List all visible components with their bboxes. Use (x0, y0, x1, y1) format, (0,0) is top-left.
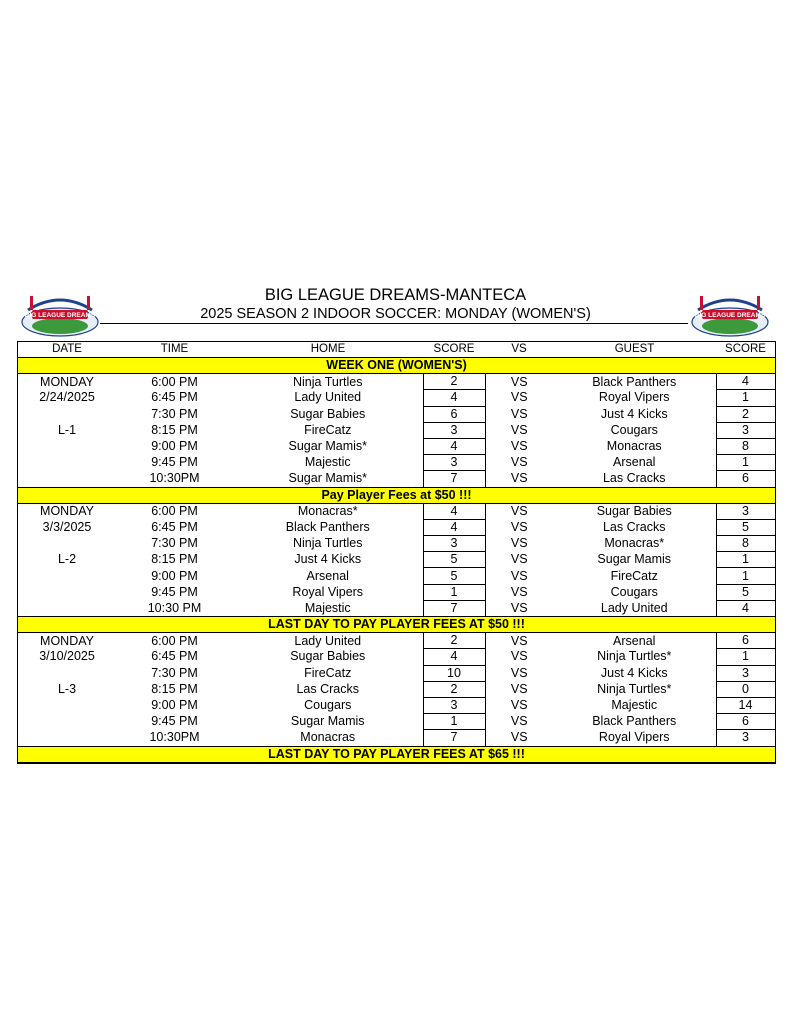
col-guest: GUEST (614, 343, 655, 355)
vs-label: VS (510, 439, 528, 454)
vs-label: VS (510, 504, 528, 519)
vs-label: VS (510, 698, 528, 713)
game-date (18, 584, 116, 600)
banner-text: Pay Player Fees at $50 !!! (18, 487, 775, 503)
guest-team: Black Panthers (592, 714, 677, 729)
game-time: 7:30 PM (151, 665, 198, 680)
game-time: 10:30 PM (147, 600, 202, 615)
guest-score: 1 (716, 455, 775, 471)
home-team: Sugar Mamis* (288, 439, 367, 454)
column-header-row (18, 342, 775, 358)
game-row (18, 422, 775, 438)
guest-score: 4 (716, 374, 775, 390)
vs-label: VS (510, 633, 528, 648)
game-time: 9:00 PM (151, 568, 198, 583)
game-row (18, 519, 775, 535)
home-team: Just 4 Kicks (294, 552, 362, 567)
home-score: 4 (423, 390, 485, 406)
col-home: HOME (310, 343, 346, 355)
game-time: 6:45 PM (151, 519, 198, 534)
game-row (18, 665, 775, 681)
banner-text: LAST DAY TO PAY PLAYER FEES AT $50 !!! (18, 617, 775, 633)
game-date: L-2 (57, 552, 77, 567)
vs-label: VS (510, 714, 528, 729)
home-team: Majestic (304, 600, 351, 615)
home-score: 3 (423, 422, 485, 438)
game-row (18, 552, 775, 568)
game-date (18, 455, 116, 471)
home-score: 4 (423, 438, 485, 454)
vs-label: VS (510, 536, 528, 551)
vs-label: VS (510, 552, 528, 567)
guest-team: Just 4 Kicks (600, 406, 668, 421)
home-team: Las Cracks (296, 681, 360, 696)
game-time: 6:45 PM (151, 649, 198, 664)
vs-label: VS (510, 455, 528, 470)
game-row (18, 730, 775, 746)
game-date: MONDAY (40, 374, 94, 389)
guest-score: 3 (716, 730, 775, 746)
guest-team: Ninja Turtles* (597, 681, 672, 696)
home-score: 1 (423, 584, 485, 600)
guest-team: Lady United (600, 600, 668, 615)
title-underline (100, 323, 688, 324)
game-date (18, 730, 116, 746)
game-time: 6:45 PM (151, 390, 198, 405)
home-score: 3 (423, 455, 485, 471)
guest-score: 1 (716, 552, 775, 568)
home-team: Sugar Babies (290, 649, 366, 664)
game-date (18, 438, 116, 454)
guest-team: Cougars (610, 422, 658, 437)
home-team: Lady United (294, 633, 362, 648)
guest-score: 5 (716, 584, 775, 600)
vs-label: VS (510, 681, 528, 696)
home-team: Ninja Turtles (293, 536, 363, 551)
home-score: 2 (423, 681, 485, 697)
game-date: L-3 (57, 681, 77, 696)
svg-text:BIG LEAGUE DREAMS: BIG LEAGUE DREAMS (24, 312, 96, 319)
game-row (18, 649, 775, 665)
schedule-body (18, 342, 775, 762)
guest-score: 5 (716, 519, 775, 535)
schedule-table (18, 342, 776, 763)
game-time: 8:15 PM (151, 422, 198, 437)
col-home-score: SCORE (433, 343, 475, 355)
game-date (18, 471, 116, 487)
game-date: 2/24/2025 (39, 390, 95, 405)
guest-team: Ninja Turtles* (597, 649, 672, 664)
game-time: 9:00 PM (151, 439, 198, 454)
home-team: Sugar Babies (290, 406, 366, 421)
home-score: 4 (423, 519, 485, 535)
game-time: 10:30PM (149, 471, 200, 486)
guest-score: 1 (716, 390, 775, 406)
game-row (18, 681, 775, 697)
game-time: 9:45 PM (151, 714, 198, 729)
game-date (18, 665, 116, 681)
guest-team: Monacras (606, 439, 662, 454)
guest-team: FireCatz (610, 568, 658, 583)
home-team: FireCatz (304, 665, 352, 680)
home-score: 3 (423, 697, 485, 713)
guest-team: Just 4 Kicks (600, 665, 668, 680)
game-row (18, 374, 775, 390)
game-time: 10:30PM (149, 730, 200, 745)
home-score: 2 (423, 633, 485, 649)
game-time: 8:15 PM (151, 552, 198, 567)
guest-score: 6 (716, 471, 775, 487)
vs-label: VS (510, 374, 528, 389)
home-team: Arsenal (306, 568, 349, 583)
game-time: 6:00 PM (151, 504, 198, 519)
game-date: L-1 (57, 422, 77, 437)
vs-label: VS (510, 390, 528, 405)
game-date (18, 536, 116, 552)
guest-team: Las Cracks (602, 519, 666, 534)
vs-label: VS (510, 471, 528, 486)
guest-score: 2 (716, 406, 775, 422)
guest-team: Royal Vipers (598, 390, 670, 405)
home-team: Royal Vipers (292, 584, 364, 599)
home-team: Cougars (304, 698, 352, 713)
home-team: Black Panthers (285, 519, 370, 534)
col-date: DATE (52, 343, 82, 355)
home-score: 1 (423, 714, 485, 730)
guest-score: 6 (716, 714, 775, 730)
home-score: 2 (423, 374, 485, 390)
guest-score: 3 (716, 665, 775, 681)
guest-score: 0 (716, 681, 775, 697)
home-score: 3 (423, 536, 485, 552)
game-time: 7:30 PM (151, 536, 198, 551)
guest-team: Royal Vipers (598, 730, 670, 745)
footer-banner (18, 746, 775, 762)
schedule-table-frame (17, 341, 776, 764)
week-banner (18, 487, 775, 503)
svg-text:BIG LEAGUE DREAMS: BIG LEAGUE DREAMS (694, 312, 766, 319)
big-league-dreams-logo-right (690, 288, 770, 338)
home-team: Lady United (294, 390, 362, 405)
game-row (18, 633, 775, 649)
game-time: 6:00 PM (151, 374, 198, 389)
game-date: 3/3/2025 (42, 519, 92, 534)
home-score: 5 (423, 552, 485, 568)
vs-label: VS (510, 730, 528, 745)
game-row (18, 390, 775, 406)
home-team: Sugar Mamis (290, 714, 365, 729)
page-title: BIG LEAGUE DREAMS-MANTECA (264, 286, 527, 304)
home-score: 7 (423, 600, 485, 616)
guest-score: 14 (716, 697, 775, 713)
home-score: 10 (423, 665, 485, 681)
guest-team: Monacras* (604, 536, 665, 551)
game-row (18, 697, 775, 713)
game-date (18, 714, 116, 730)
home-team: Majestic (304, 455, 351, 470)
home-score: 4 (423, 503, 485, 519)
game-row (18, 600, 775, 616)
col-vs: VS (511, 343, 527, 355)
guest-team: Majestic (611, 698, 658, 713)
game-date (18, 406, 116, 422)
banner-text: WEEK ONE (WOMEN'S) (18, 358, 775, 374)
guest-score: 8 (716, 536, 775, 552)
home-score: 6 (423, 406, 485, 422)
game-date (18, 568, 116, 584)
col-guest-score: SCORE (725, 343, 766, 355)
guest-score: 8 (716, 438, 775, 454)
home-team: FireCatz (304, 422, 352, 437)
guest-score: 1 (716, 649, 775, 665)
game-time: 9:00 PM (151, 698, 198, 713)
game-row (18, 406, 775, 422)
game-date: MONDAY (40, 504, 94, 519)
vs-label: VS (510, 600, 528, 615)
home-team: Monacras* (297, 504, 358, 519)
home-score: 7 (423, 471, 485, 487)
guest-score: 4 (716, 600, 775, 616)
guest-score: 3 (716, 422, 775, 438)
guest-score: 6 (716, 633, 775, 649)
guest-team: Sugar Mamis (597, 552, 672, 567)
vs-label: VS (510, 584, 528, 599)
vs-label: VS (510, 422, 528, 437)
guest-team: Arsenal (613, 633, 656, 648)
home-team: Ninja Turtles (293, 374, 363, 389)
week-banner (18, 617, 775, 633)
guest-team: Las Cracks (602, 471, 666, 486)
guest-score: 3 (716, 503, 775, 519)
game-time: 6:00 PM (151, 633, 198, 648)
game-date (18, 600, 116, 616)
game-date: MONDAY (40, 633, 94, 648)
vs-label: VS (510, 406, 528, 421)
guest-team: Sugar Babies (596, 504, 672, 519)
home-team: Sugar Mamis* (288, 471, 367, 486)
game-time: 7:30 PM (151, 406, 198, 421)
game-date (18, 697, 116, 713)
home-score: 4 (423, 649, 485, 665)
game-time: 9:45 PM (151, 455, 198, 470)
home-score: 5 (423, 568, 485, 584)
vs-label: VS (510, 665, 528, 680)
game-row (18, 536, 775, 552)
game-time: 9:45 PM (151, 584, 198, 599)
home-score: 7 (423, 730, 485, 746)
vs-label: VS (510, 568, 528, 583)
game-row (18, 471, 775, 487)
game-row (18, 438, 775, 454)
game-row (18, 455, 775, 471)
week-banner (18, 358, 775, 374)
col-time: TIME (160, 343, 189, 355)
banner-text: LAST DAY TO PAY PLAYER FEES AT $65 !!! (18, 746, 775, 762)
game-row (18, 503, 775, 519)
game-row (18, 714, 775, 730)
schedule-header (0, 282, 791, 342)
vs-label: VS (510, 649, 528, 664)
game-row (18, 568, 775, 584)
page-subtitle: 2025 SEASON 2 INDOOR SOCCER: MONDAY (WOMEN'S) (200, 306, 591, 322)
guest-team: Cougars (610, 584, 658, 599)
vs-label: VS (510, 519, 528, 534)
game-row (18, 584, 775, 600)
home-team: Monacras (300, 730, 356, 745)
game-time: 8:15 PM (151, 681, 198, 696)
guest-team: Arsenal (613, 455, 656, 470)
guest-team: Black Panthers (592, 374, 677, 389)
game-date: 3/10/2025 (39, 649, 95, 664)
guest-score: 1 (716, 568, 775, 584)
